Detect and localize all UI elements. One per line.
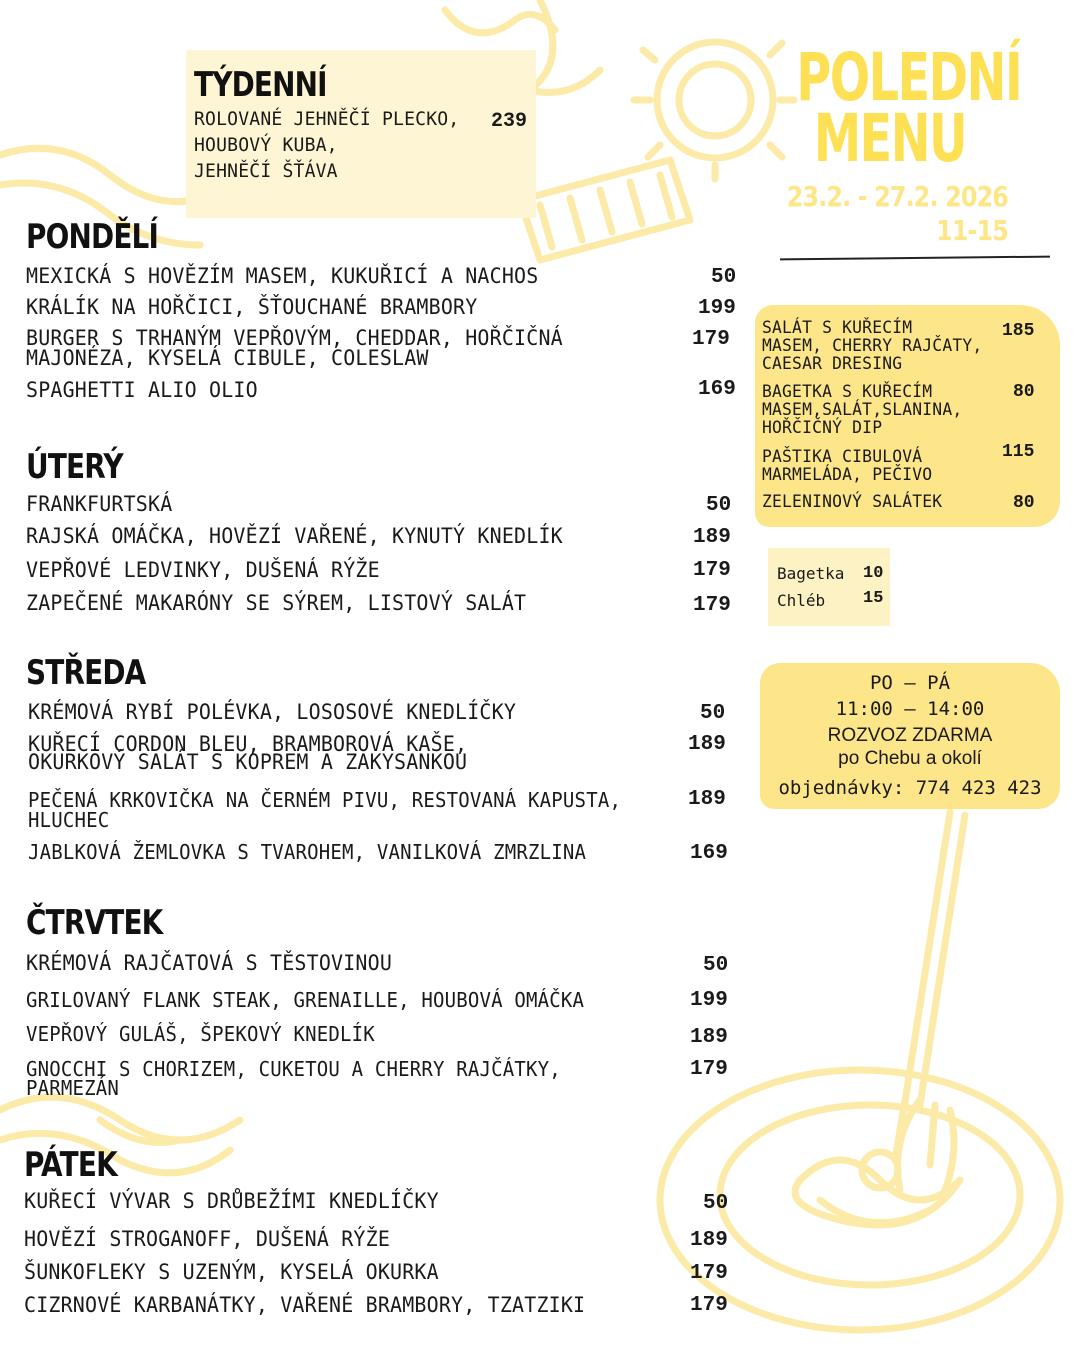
menu-item: GRILOVANÝ FLANK STEAK, GRENAILLE, HOUBOVÁ OMÁČKA bbox=[26, 988, 585, 1012]
free-delivery: ROZVOZ ZDARMA bbox=[827, 725, 993, 746]
menu-item-price: 189 bbox=[688, 733, 726, 756]
side-item-price: 80 bbox=[1013, 493, 1035, 513]
menu-item-line2: HLUCHEC bbox=[28, 808, 110, 832]
menu-item-price: 50 bbox=[703, 1192, 729, 1215]
menu-item-price: 169 bbox=[698, 378, 736, 401]
menu-item: VEPŘOVÝ GULÁŠ, ŠPEKOVÝ KNEDLÍK bbox=[26, 1022, 375, 1046]
side-item: HOŘČIČNÝ DIP bbox=[762, 418, 883, 438]
menu-item-price: 189 bbox=[693, 526, 731, 549]
menu-item: KRÉMOVÁ RAJČATOVÁ S TĚSTOVINOU bbox=[26, 951, 393, 975]
menu-item: PEČENÁ KRKOVIČKA NA ČERNÉM PIVU, RESTOVANÁ KAPUSTA, bbox=[28, 788, 622, 812]
menu-item: MEXICKÁ S HOVĚZÍM MASEM, KUKUŘICÍ A NACHOS bbox=[26, 264, 539, 288]
menu-item-price: 50 bbox=[711, 266, 737, 289]
title-line-2: MENU bbox=[813, 99, 967, 177]
menu-item-line2: OKURKOVÝ SALÁT S KOPREM A ZAKYSANKOU bbox=[28, 750, 468, 774]
menu-item: CIZRNOVÉ KARBANÁTKY, VAŘENÉ BRAMBORY, TZATZIKI bbox=[24, 1293, 586, 1317]
menu-item-price: 179 bbox=[690, 1058, 728, 1081]
side-item: MARMELÁDA, PEČIVO bbox=[762, 465, 933, 485]
menu-item: FRANKFURTSKÁ bbox=[26, 492, 173, 516]
menu-item-price: 50 bbox=[700, 702, 726, 725]
opening-time: 11:00 – 14:00 bbox=[835, 698, 985, 720]
side-item: MASEM,SALÁT,SLANINA, bbox=[762, 400, 963, 420]
order-phone: objednávky: 774 423 423 bbox=[778, 777, 1042, 799]
menu-item: KRÁLÍK NA HOŘČICI, ŠŤOUCHANÉ BRAMBORY bbox=[26, 295, 478, 319]
menu-item-price: 199 bbox=[698, 297, 736, 320]
menu-item-price: 179 bbox=[693, 559, 731, 582]
side-item-price: 115 bbox=[1002, 442, 1035, 462]
bread-box bbox=[768, 548, 890, 626]
delivery-area: po Chebu a okolí bbox=[838, 748, 982, 769]
menu-item-price: 189 bbox=[690, 1229, 728, 1252]
menu-item-price: 179 bbox=[690, 1262, 728, 1285]
serving-hours: 11-15 bbox=[936, 214, 1008, 247]
menu-item: ZAPEČENÉ MAKARÓNY SE SÝREM, LISTOVÝ SALÁT bbox=[26, 591, 527, 615]
menu-item-line2: PARMEZÁN bbox=[26, 1076, 120, 1100]
side-item: BAGETKA S KUŘECÍM bbox=[762, 382, 933, 402]
menu-item: ŠUNKOFLEKY S UZENÝM, KYSELÁ OKURKA bbox=[24, 1260, 439, 1284]
menu-item: RAJSKÁ OMÁČKA, HOVĚZÍ VAŘENÉ, KYNUTÝ KNEDLÍK bbox=[26, 524, 563, 548]
menu-item-price: 50 bbox=[703, 954, 729, 977]
menu-title bbox=[760, 39, 1022, 177]
side-item: ZELENINOVÝ SALÁTEK bbox=[762, 492, 943, 512]
menu-item: KUŘECÍ CORDON BLEU, BRAMBOROVÁ KAŠE, bbox=[28, 732, 468, 756]
side-item-price: 185 bbox=[1002, 321, 1035, 341]
weekly-line: HOUBOVÝ KUBA, bbox=[194, 134, 338, 156]
day-heading-monday: PONDĚLÍ bbox=[26, 217, 159, 257]
menu-item: KRÉMOVÁ RYBÍ POLÉVKA, LOSOSOVÉ KNEDLÍČKY bbox=[28, 700, 517, 724]
side-item: CAESAR DRESING bbox=[762, 354, 903, 374]
bread-price: 15 bbox=[863, 589, 884, 608]
bread-price: 10 bbox=[863, 564, 884, 583]
menu-item: JABLKOVÁ ŽEMLOVKA S TVAROHEM, VANILKOVÁ ZMRZLINA bbox=[28, 840, 587, 864]
menu-item-price: 169 bbox=[690, 842, 728, 865]
day-heading-friday: PÁTEK bbox=[24, 1145, 117, 1185]
menu-item: HOVĚZÍ STROGANOFF, DUŠENÁ RÝŽE bbox=[24, 1227, 391, 1251]
menu-item: BURGER S TRHANÝM VEPŘOVÝM, CHEDDAR, HOŘČIČNÁ bbox=[26, 326, 563, 350]
title-line-1: POLEDNÍ bbox=[796, 39, 1022, 116]
menu-item: GNOCCHI S CHORIZEM, CUKETOU A CHERRY RAJČÁTKY, bbox=[26, 1057, 561, 1081]
weekly-heading: TÝDENNÍ bbox=[194, 65, 327, 105]
menu-item-price: 179 bbox=[692, 328, 730, 351]
weekly-line: JEHNĚČÍ ŠŤÁVA bbox=[194, 160, 338, 182]
day-heading-wednesday: STŘEDA bbox=[26, 653, 146, 693]
weekly-line: ROLOVANÉ JEHNĚČÍ PLECKO, bbox=[194, 108, 460, 130]
menu-item-price: 199 bbox=[690, 989, 728, 1012]
side-item: PAŠTIKA CIBULOVÁ bbox=[762, 447, 923, 467]
menu-item: SPAGHETTI ALIO OLIO bbox=[26, 378, 258, 402]
menu-item-price: 179 bbox=[690, 1294, 728, 1317]
opening-days: PO – PÁ bbox=[869, 672, 951, 694]
bread-item: Chléb bbox=[777, 591, 826, 610]
side-item: SALÁT S KUŘECÍM bbox=[762, 318, 913, 338]
menu-item: VEPŘOVÉ LEDVINKY, DUŠENÁ RÝŽE bbox=[26, 558, 380, 582]
day-heading-tuesday: ÚTERÝ bbox=[26, 447, 123, 487]
menu-item: KUŘECÍ VÝVAR S DRŮBEŽÍMI KNEDLÍČKY bbox=[24, 1189, 439, 1213]
menu-item-line2: MAJONÉZA, KYSELÁ CIBULE, COLESLAW bbox=[26, 346, 429, 370]
bread-item: Bagetka bbox=[777, 564, 845, 583]
menu-item-price: 179 bbox=[693, 594, 731, 617]
side-item-price: 80 bbox=[1013, 382, 1035, 402]
weekly-price: 239 bbox=[491, 110, 528, 133]
menu-item-price: 189 bbox=[690, 1026, 728, 1049]
menu-item-price: 50 bbox=[706, 494, 732, 517]
menu-item-price: 189 bbox=[688, 788, 726, 811]
side-item: MASEM, CHERRY RAJČATY, bbox=[762, 336, 983, 356]
date-range: 23.2. - 27.2. 2026 bbox=[786, 180, 1008, 213]
day-heading-thursday: ČTRVTEK bbox=[26, 903, 163, 943]
